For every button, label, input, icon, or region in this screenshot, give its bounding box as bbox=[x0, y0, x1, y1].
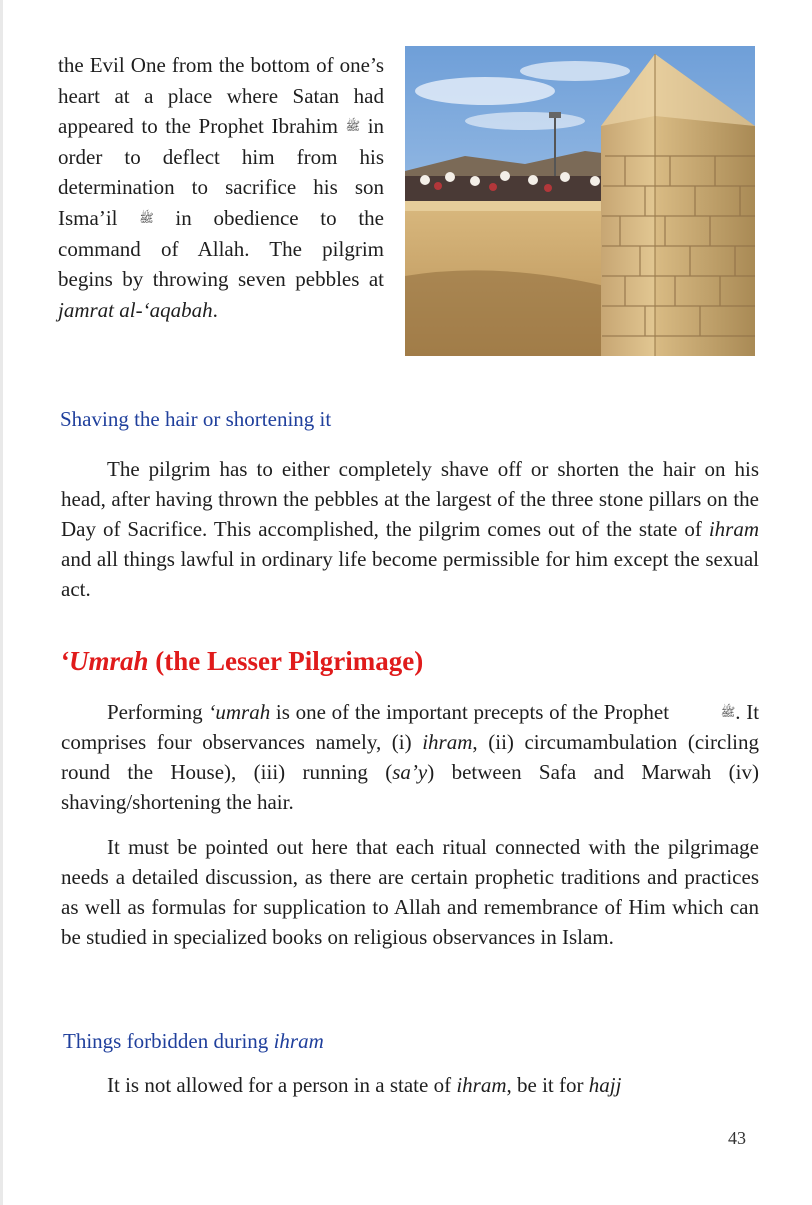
umrah-paragraph-2: It must be pointed out here that each ritual connected with the pilgrimage needs a detailed discussion, as there are certain prophetic traditions and practices as well as formulas for supplication to Allah and remembrance of Him which can be studied in specialized books on religious observances in Islam. bbox=[61, 835, 759, 949]
umrah-heading: ‘Umrah (the Lesser Pilgrimage) bbox=[60, 646, 424, 676]
stone-pillar-photo bbox=[405, 46, 755, 356]
forbidden-subheading: Things forbidden during ihram bbox=[63, 1029, 324, 1053]
umrah-paragraph-1: Performing ‘umrah is one of the important precepts of the Prophet ﷺ. It comprises four observances namely, (i) ihram, (ii) circumambulation (circling round the House), (iii) running (sa’y) between Safa and Marwah (iv) shaving/shortening the hair. bbox=[61, 697, 759, 817]
jamrat-term: jamrat al-‘aqabah bbox=[58, 297, 213, 322]
shaving-subheading: Shaving the hair or shortening it bbox=[60, 407, 332, 431]
page-number: 43 bbox=[728, 1128, 746, 1148]
intro-column bbox=[58, 50, 384, 325]
peace-honorific-icon: ﷺ bbox=[139, 210, 154, 225]
peace-honorific-icon: ﷺ bbox=[345, 119, 361, 134]
ihram-term: ihram bbox=[708, 517, 760, 541]
peace-honorific-icon: ﷺ bbox=[720, 705, 736, 719]
intro-paragraph: the Evil One from the bottom of one’s heart at a place where Satan had appeared to the Prophet Ibrahim ﷺ in order to deflect him from his determination to sacrifice his son Isma’il ﷺ in obedience to the command of Allah. The pilgrim begins by throwing seven pebbles at jamrat al-‘aqabah. bbox=[58, 53, 385, 322]
forbidden-paragraph: It is not allowed for a person in a state of ihram, be it for hajj bbox=[107, 1073, 622, 1097]
shaving-paragraph: The pilgrim has to either completely shave off or shorten the hair on his head, after having thrown the pebbles at the largest of the three stone pillars on the Day of Sacrifice. This accomplished, the pilgrim comes out of the state of ihram and all things lawful in ordinary life become permissible for him except the sexual act. bbox=[61, 457, 760, 601]
page-edge-shadow bbox=[0, 0, 3, 1205]
pillar-illustration bbox=[405, 46, 755, 356]
